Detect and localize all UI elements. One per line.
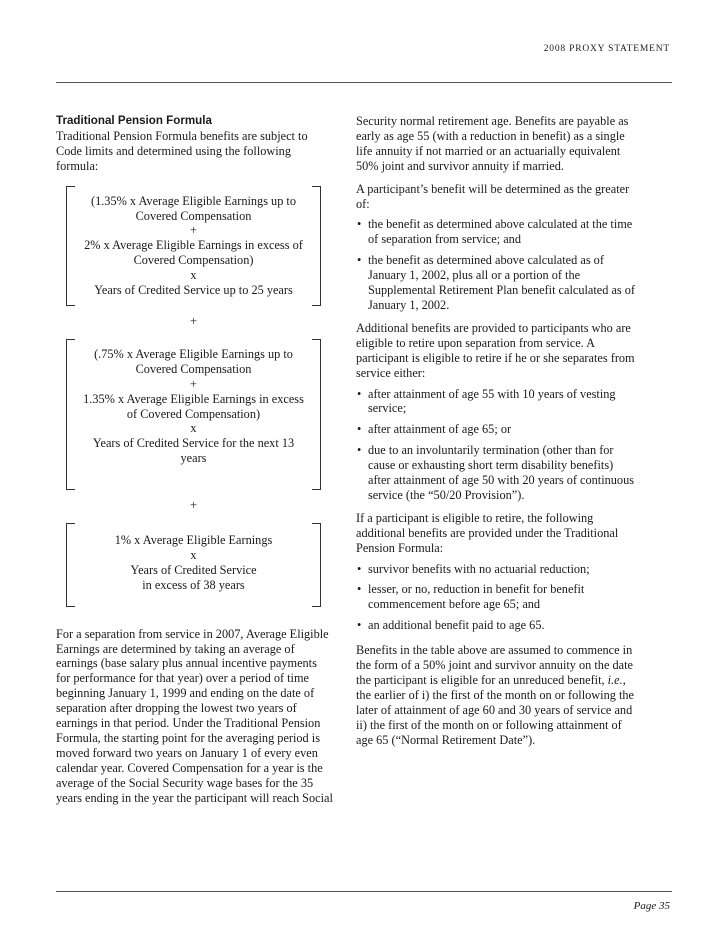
- footer-rule: [56, 891, 672, 892]
- paragraph: Security normal retirement age. Benefits are payable as early as age 55 (with a reduction in benefit) as a single life annuity if not married or an actuarially equivalent 50% joint and survivor annuity if married.: [356, 114, 629, 173]
- formula-line: years: [180, 451, 207, 466]
- formula-line: 1% x Average Eligible Earnings: [114, 533, 273, 548]
- list-item: • the benefit as determined above calculated as of January 1, 2002, plus all or a portion of the Supplemental Retirement Plan benefit calculated as of January 1, 2002.: [356, 253, 637, 313]
- right-bracket: [312, 339, 321, 490]
- list-item: • after attainment of age 55 with 10 years of vesting service;: [356, 387, 637, 417]
- paragraph: Additional benefits are provided to participants who are eligible to retire upon separation from service. A participant is eligible to retire if he or she separates from service either:: [356, 320, 635, 380]
- formula-line: Covered Compensation: [135, 208, 252, 223]
- list-item: • the benefit as determined above calculated at the time of separation from service; and: [356, 217, 637, 247]
- bullet-list: [356, 217, 637, 312]
- formula-line: 2% x Average Eligible Earnings in excess of: [84, 238, 303, 253]
- plus-sign: +: [189, 497, 198, 513]
- right-column: [356, 114, 637, 756]
- formula-line: Years of Credited Service for the next 13: [92, 436, 295, 451]
- formula-line: 1.35% x Average Eligible Earnings in excess: [83, 391, 304, 406]
- list-item: • survivor benefits with no actuarial reduction;: [356, 562, 637, 577]
- list-item: • an additional benefit paid to age 65.: [356, 618, 637, 633]
- list-item: • due to an involuntarily termination (other than for cause or exhausting short term disability benefits) after attainment of age 50 with 20 years of continuous service (the “50/20 Provision”).: [356, 443, 637, 503]
- paragraph: If a participant is eligible to retire, the following additional benefits are provided under the Traditional Pension Formula:: [356, 510, 619, 555]
- text-run: , the earlier of i) the first of the month on or following the later of attainment of age 60 and 30 years of service and ii) the first of the month on or following attainment of age 65 (“Normal Retirement Date”).: [356, 673, 634, 747]
- page-number: Page 35: [633, 900, 670, 912]
- text-run: Benefits in the table above are assumed to commence in the form of a 50% joint and survivor annuity on the date the participant is eligible for an unreduced benefit,: [356, 643, 633, 687]
- left-bracket: [66, 186, 75, 306]
- right-bracket: [312, 186, 321, 306]
- formula-line: x: [190, 421, 197, 436]
- header-rule: [56, 82, 672, 83]
- formula-line: Covered Compensation: [135, 361, 252, 376]
- list-item: • lesser, or no, reduction in benefit for benefit commencement before age 65; and: [356, 582, 637, 612]
- left-column: [56, 114, 334, 806]
- formula-block-1: [66, 186, 321, 306]
- earnings-paragraph: For a separation from service in 2007, Average Eligible Earnings are determined by taking an average of earnings (base salary plus annual incentive payments for performance for that year) over a period of time beginning January 1, 1999 and ending on the date of separation after dropping the lowest two years of earnings in that period. Under the Traditional Pension Formula, the starting point for the averaging period is moved forward two years on January 1 of every even calendar year. Covered Compensation for a year is the average of the Social Security wage bases for the 35 years ending in the year the participant will reach Social: [56, 626, 333, 805]
- list-item: • after attainment of age 65; or: [356, 422, 637, 437]
- formula-line: +: [190, 223, 197, 238]
- paragraph: A participant’s benefit will be determined as the greater of:: [356, 181, 630, 211]
- formula-line: +: [190, 376, 197, 391]
- left-bracket: [66, 339, 75, 490]
- formula-line: x: [190, 268, 197, 283]
- formula-line: of Covered Compensation): [126, 406, 261, 421]
- formula-block-3: [66, 523, 321, 607]
- section-heading: Traditional Pension Formula: [56, 114, 212, 127]
- formula-line: Years of Credited Service up to 25 years: [94, 283, 293, 298]
- intro-paragraph: Traditional Pension Formula benefits are subject to Code limits and determined using the following formula:: [56, 128, 308, 173]
- formula-line: Years of Credited Service: [130, 562, 257, 577]
- formula-line: (.75% x Average Eligible Earnings up to: [94, 346, 293, 361]
- italic-abbrev: i.e.: [607, 673, 623, 687]
- bullet-list: [356, 562, 637, 634]
- left-bracket: [66, 523, 75, 607]
- formula-line: x: [190, 547, 197, 562]
- running-header: 2008 PROXY STATEMENT: [543, 44, 670, 54]
- paragraph: [356, 643, 637, 747]
- right-bracket: [312, 523, 321, 607]
- formula-line: Covered Compensation): [133, 253, 254, 268]
- plus-sign: +: [189, 312, 198, 328]
- formula-line: in excess of 38 years: [142, 577, 245, 592]
- bullet-list: [356, 387, 637, 503]
- formula-block-2: [66, 339, 321, 490]
- formula-line: (1.35% x Average Eligible Earnings up to: [90, 193, 296, 208]
